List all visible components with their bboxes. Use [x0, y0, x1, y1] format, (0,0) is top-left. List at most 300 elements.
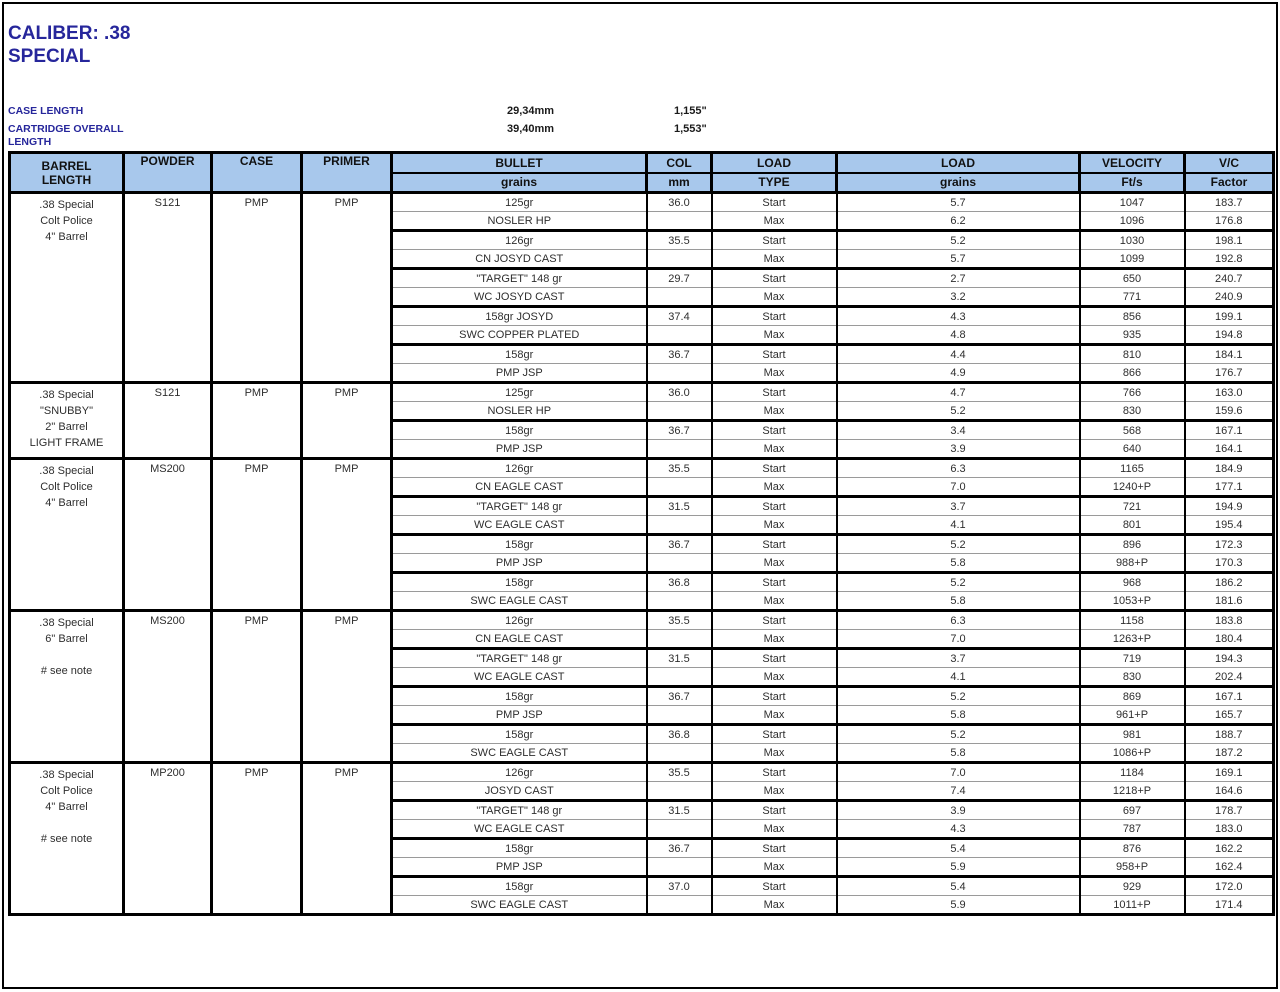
load-grains-cell: 4.1 [837, 516, 1080, 535]
vc-cell: 187.2 [1185, 744, 1274, 763]
vc-cell: 183.7 [1185, 193, 1274, 212]
vc-cell: 183.8 [1185, 611, 1274, 630]
velocity-cell: 869 [1080, 687, 1185, 706]
bullet-weight-cell: 158gr [392, 345, 647, 364]
col-empty-cell [647, 250, 712, 269]
cartridge-overall-length-inch-value: 1,553" [674, 123, 707, 135]
load-grains-cell: 6.3 [837, 459, 1080, 478]
load-grains-cell: 7.4 [837, 782, 1080, 801]
header-powder: POWDER [124, 153, 212, 193]
powder-cell: MS200 [124, 611, 212, 763]
table-header [10, 153, 1274, 193]
bullet-name-cell: PMP JSP [392, 858, 647, 877]
load-grains-cell: 3.4 [837, 421, 1080, 440]
load-grains-cell: 5.9 [837, 896, 1080, 915]
header-vc: V/C [1185, 153, 1274, 173]
col-empty-cell [647, 554, 712, 573]
barrel-line: 4" Barrel [45, 231, 88, 243]
bullet-weight-cell: 126gr [392, 231, 647, 250]
load-grains-cell: 3.2 [837, 288, 1080, 307]
bullet-weight-cell: 158gr [392, 725, 647, 744]
col-cell: 31.5 [647, 649, 712, 668]
load-grains-cell: 6.2 [837, 212, 1080, 231]
bullet-weight-cell: 158gr [392, 421, 647, 440]
col-empty-cell [647, 478, 712, 497]
col-cell: 36.7 [647, 535, 712, 554]
header-case: CASE [212, 153, 302, 193]
bullet-name-cell: CN EAGLE CAST [392, 478, 647, 497]
col-cell: 36.7 [647, 687, 712, 706]
velocity-cell: 1086+P [1080, 744, 1185, 763]
header-velocity: VELOCITY [1080, 153, 1185, 173]
col-cell: 31.5 [647, 801, 712, 820]
vc-cell: 186.2 [1185, 573, 1274, 592]
load-grains-cell: 7.0 [837, 478, 1080, 497]
table-body [10, 193, 1274, 915]
load-grains-cell: 4.1 [837, 668, 1080, 687]
powder-cell: MP200 [124, 763, 212, 915]
barrel-line: 6" Barrel [45, 633, 88, 645]
load-grains-cell: 5.2 [837, 535, 1080, 554]
load-grains-cell: 4.3 [837, 307, 1080, 326]
col-cell: 35.5 [647, 763, 712, 782]
velocity-cell: 1158 [1080, 611, 1185, 630]
header-bullet: BULLET [392, 153, 647, 173]
velocity-cell: 1053+P [1080, 592, 1185, 611]
load-type-cell: Start [712, 231, 837, 250]
bullet-name-cell: PMP JSP [392, 706, 647, 725]
load-type-cell: Start [712, 763, 837, 782]
bullet-weight-cell: 126gr [392, 763, 647, 782]
load-grains-cell: 6.3 [837, 611, 1080, 630]
vc-cell: 176.8 [1185, 212, 1274, 231]
table-row [10, 193, 1274, 212]
barrel-line: Colt Police [40, 785, 93, 797]
barrel-line: .38 Special [39, 769, 94, 781]
vc-cell: 159.6 [1185, 402, 1274, 421]
case-cell: PMP [212, 611, 302, 763]
vc-cell: 165.7 [1185, 706, 1274, 725]
load-type-cell: Start [712, 345, 837, 364]
velocity-cell: 721 [1080, 497, 1185, 516]
load-type-cell: Start [712, 307, 837, 326]
load-type-cell: Max [712, 554, 837, 573]
load-type-cell: Max [712, 896, 837, 915]
col-cell: 36.7 [647, 345, 712, 364]
bullet-weight-cell: 126gr [392, 611, 647, 630]
velocity-cell: 1263+P [1080, 630, 1185, 649]
load-grains-cell: 5.8 [837, 744, 1080, 763]
load-type-cell: Max [712, 288, 837, 307]
load-type-cell: Start [712, 839, 837, 858]
load-type-cell: Max [712, 516, 837, 535]
load-grains-cell: 5.2 [837, 725, 1080, 744]
table-row [10, 383, 1274, 402]
load-grains-cell: 3.9 [837, 440, 1080, 459]
col-cell: 35.5 [647, 611, 712, 630]
load-grains-cell: 5.2 [837, 687, 1080, 706]
velocity-cell: 1165 [1080, 459, 1185, 478]
velocity-cell: 810 [1080, 345, 1185, 364]
load-type-cell: Max [712, 858, 837, 877]
bullet-name-cell: SWC EAGLE CAST [392, 744, 647, 763]
col-cell: 35.5 [647, 231, 712, 250]
barrel-line: .38 Special [39, 617, 94, 629]
col-empty-cell [647, 440, 712, 459]
velocity-cell: 876 [1080, 839, 1185, 858]
load-type-cell: Max [712, 668, 837, 687]
load-type-cell: Max [712, 478, 837, 497]
vc-cell: 183.0 [1185, 820, 1274, 839]
vc-cell: 192.8 [1185, 250, 1274, 269]
page-title-line1: CALIBER: .38 [8, 23, 131, 44]
load-grains-cell: 5.7 [837, 193, 1080, 212]
vc-cell: 199.1 [1185, 307, 1274, 326]
load-grains-cell: 2.7 [837, 269, 1080, 288]
barrel-line: .38 Special [39, 465, 94, 477]
velocity-cell: 697 [1080, 801, 1185, 820]
barrel-line [13, 815, 120, 831]
velocity-cell: 1030 [1080, 231, 1185, 250]
barrel-cell [10, 193, 124, 383]
load-grains-cell: 5.9 [837, 858, 1080, 877]
velocity-cell: 771 [1080, 288, 1185, 307]
vc-cell: 169.1 [1185, 763, 1274, 782]
primer-cell: PMP [302, 611, 392, 763]
load-type-cell: Start [712, 421, 837, 440]
bullet-name-cell: CN EAGLE CAST [392, 630, 647, 649]
col-empty-cell [647, 402, 712, 421]
col-cell: 31.5 [647, 497, 712, 516]
vc-cell: 170.3 [1185, 554, 1274, 573]
barrel-line: LIGHT FRAME [29, 437, 104, 449]
case-cell: PMP [212, 459, 302, 611]
primer-cell: PMP [302, 193, 392, 383]
header-primer: PRIMER [302, 153, 392, 193]
barrel-line [13, 647, 120, 663]
bullet-weight-cell: 158gr [392, 687, 647, 706]
vc-cell: 172.0 [1185, 877, 1274, 896]
vc-cell: 177.1 [1185, 478, 1274, 497]
load-grains-cell: 3.9 [837, 801, 1080, 820]
col-empty-cell [647, 820, 712, 839]
col-empty-cell [647, 858, 712, 877]
barrel-line: Colt Police [40, 481, 93, 493]
col-empty-cell [647, 896, 712, 915]
load-grains-cell: 4.3 [837, 820, 1080, 839]
load-type-cell: Start [712, 801, 837, 820]
header-col: COL [647, 153, 712, 173]
primer-cell: PMP [302, 383, 392, 459]
bullet-weight-cell: 158gr [392, 573, 647, 592]
velocity-cell: 929 [1080, 877, 1185, 896]
header-load-grains: LOAD [837, 153, 1080, 173]
col-cell: 36.0 [647, 383, 712, 402]
load-type-cell: Start [712, 573, 837, 592]
bullet-name-cell: PMP JSP [392, 554, 647, 573]
vc-cell: 164.1 [1185, 440, 1274, 459]
col-empty-cell [647, 668, 712, 687]
bullet-name-cell: SWC EAGLE CAST [392, 592, 647, 611]
load-type-cell: Start [712, 611, 837, 630]
bullet-weight-cell: 158gr [392, 877, 647, 896]
velocity-cell: 1011+P [1080, 896, 1185, 915]
barrel-line: # see note [40, 833, 93, 845]
col-empty-cell [647, 706, 712, 725]
bullet-weight-cell: "TARGET" 148 gr [392, 269, 647, 288]
col-cell: 36.7 [647, 421, 712, 440]
vc-cell: 198.1 [1185, 231, 1274, 250]
col-empty-cell [647, 326, 712, 345]
header-load-type: LOAD [712, 153, 837, 173]
load-type-cell: Max [712, 326, 837, 345]
barrel-line: .38 Special [39, 199, 94, 211]
barrel-cell [10, 611, 124, 763]
vc-cell: 162.2 [1185, 839, 1274, 858]
col-cell: 36.8 [647, 573, 712, 592]
vc-cell: 240.9 [1185, 288, 1274, 307]
velocity-cell: 719 [1080, 649, 1185, 668]
velocity-cell: 961+P [1080, 706, 1185, 725]
velocity-cell: 640 [1080, 440, 1185, 459]
velocity-cell: 1240+P [1080, 478, 1185, 497]
velocity-cell: 787 [1080, 820, 1185, 839]
primer-cell: PMP [302, 459, 392, 611]
bullet-name-cell: JOSYD CAST [392, 782, 647, 801]
velocity-cell: 830 [1080, 668, 1185, 687]
velocity-cell: 1096 [1080, 212, 1185, 231]
load-type-cell: Start [712, 687, 837, 706]
vc-cell: 194.8 [1185, 326, 1274, 345]
bullet-name-cell: WC EAGLE CAST [392, 820, 647, 839]
velocity-cell: 988+P [1080, 554, 1185, 573]
barrel-line: 2" Barrel [45, 421, 88, 433]
bullet-weight-cell: "TARGET" 148 gr [392, 801, 647, 820]
barrel-cell [10, 763, 124, 915]
page-frame [2, 2, 1278, 989]
load-grains-cell: 7.0 [837, 763, 1080, 782]
load-grains-cell: 4.4 [837, 345, 1080, 364]
load-grains-cell: 5.8 [837, 554, 1080, 573]
case-length-label: CASE LENGTH [8, 105, 84, 117]
barrel-line: "SNUBBY" [39, 405, 94, 417]
velocity-cell: 866 [1080, 364, 1185, 383]
bullet-name-cell: WC JOSYD CAST [392, 288, 647, 307]
load-type-cell: Start [712, 269, 837, 288]
load-type-cell: Max [712, 592, 837, 611]
bullet-weight-cell: 158gr [392, 535, 647, 554]
case-cell: PMP [212, 383, 302, 459]
load-grains-cell: 3.7 [837, 497, 1080, 516]
barrel-cell [10, 383, 124, 459]
load-type-cell: Max [712, 364, 837, 383]
cartridge-overall-length-label: CARTRIDGE OVERALL LENGTH [8, 123, 124, 148]
vc-cell: 181.6 [1185, 592, 1274, 611]
case-length-inch-value: 1,155" [674, 105, 707, 117]
header-velocity-unit: Ft/s [1080, 173, 1185, 193]
load-type-cell: Max [712, 212, 837, 231]
vc-cell: 188.7 [1185, 725, 1274, 744]
col-empty-cell [647, 630, 712, 649]
powder-cell: MS200 [124, 459, 212, 611]
load-type-cell: Max [712, 820, 837, 839]
cartridge-overall-length-mm-value: 39,40mm [507, 123, 555, 135]
vc-cell: 194.3 [1185, 649, 1274, 668]
bullet-weight-cell: 125gr [392, 383, 647, 402]
col-cell: 36.0 [647, 193, 712, 212]
vc-cell: 172.3 [1185, 535, 1274, 554]
load-data-table [8, 151, 1275, 916]
load-type-cell: Start [712, 877, 837, 896]
col-cell: 36.7 [647, 839, 712, 858]
powder-cell: S121 [124, 383, 212, 459]
powder-cell: S121 [124, 193, 212, 383]
load-type-cell: Max [712, 630, 837, 649]
load-type-cell: Start [712, 497, 837, 516]
load-grains-cell: 5.8 [837, 592, 1080, 611]
bullet-weight-cell: 158gr JOSYD [392, 307, 647, 326]
vc-cell: 194.9 [1185, 497, 1274, 516]
bullet-name-cell: PMP JSP [392, 440, 647, 459]
load-grains-cell: 5.2 [837, 231, 1080, 250]
table-row [10, 763, 1274, 782]
vc-cell: 167.1 [1185, 687, 1274, 706]
load-type-cell: Max [712, 706, 837, 725]
vc-cell: 164.6 [1185, 782, 1274, 801]
bullet-name-cell: CN JOSYD CAST [392, 250, 647, 269]
col-empty-cell [647, 516, 712, 535]
bullet-weight-cell: 125gr [392, 193, 647, 212]
velocity-cell: 1218+P [1080, 782, 1185, 801]
load-type-cell: Max [712, 250, 837, 269]
velocity-cell: 650 [1080, 269, 1185, 288]
header-bullet-unit: grains [392, 173, 647, 193]
bullet-name-cell: SWC EAGLE CAST [392, 896, 647, 915]
bullet-name-cell: PMP JSP [392, 364, 647, 383]
load-type-cell: Start [712, 459, 837, 478]
case-cell: PMP [212, 763, 302, 915]
vc-cell: 184.9 [1185, 459, 1274, 478]
load-grains-cell: 7.0 [837, 630, 1080, 649]
col-empty-cell [647, 212, 712, 231]
velocity-cell: 801 [1080, 516, 1185, 535]
col-empty-cell [647, 782, 712, 801]
barrel-line: 4" Barrel [45, 497, 88, 509]
load-grains-cell: 5.4 [837, 877, 1080, 896]
barrel-line: 4" Barrel [45, 801, 88, 813]
load-grains-cell: 4.9 [837, 364, 1080, 383]
vc-cell: 176.7 [1185, 364, 1274, 383]
load-type-cell: Start [712, 535, 837, 554]
header-barrel-length [10, 153, 124, 193]
velocity-cell: 568 [1080, 421, 1185, 440]
col-empty-cell [647, 288, 712, 307]
col-cell: 37.4 [647, 307, 712, 326]
load-grains-cell: 4.7 [837, 383, 1080, 402]
col-empty-cell [647, 364, 712, 383]
col-cell: 36.8 [647, 725, 712, 744]
load-grains-cell: 4.8 [837, 326, 1080, 345]
velocity-cell: 968 [1080, 573, 1185, 592]
col-cell: 29.7 [647, 269, 712, 288]
vc-cell: 167.1 [1185, 421, 1274, 440]
bullet-name-cell: NOSLER HP [392, 402, 647, 421]
barrel-line: .38 Special [39, 389, 94, 401]
case-cell: PMP [212, 193, 302, 383]
bullet-weight-cell: 158gr [392, 839, 647, 858]
velocity-cell: 896 [1080, 535, 1185, 554]
bullet-name-cell: NOSLER HP [392, 212, 647, 231]
bullet-weight-cell: 126gr [392, 459, 647, 478]
load-grains-cell: 5.4 [837, 839, 1080, 858]
bullet-weight-cell: "TARGET" 148 gr [392, 497, 647, 516]
col-cell: 37.0 [647, 877, 712, 896]
load-type-cell: Max [712, 782, 837, 801]
load-type-cell: Start [712, 383, 837, 402]
vc-cell: 178.7 [1185, 801, 1274, 820]
vc-cell: 240.7 [1185, 269, 1274, 288]
load-grains-cell: 5.2 [837, 402, 1080, 421]
case-length-mm-value: 29,34mm [507, 105, 555, 117]
load-grains-cell: 5.7 [837, 250, 1080, 269]
velocity-cell: 766 [1080, 383, 1185, 402]
load-type-cell: Start [712, 649, 837, 668]
velocity-cell: 830 [1080, 402, 1185, 421]
vc-cell: 162.4 [1185, 858, 1274, 877]
header-col-unit: mm [647, 173, 712, 193]
page-title-line2: SPECIAL [8, 46, 91, 67]
header-vc-unit: Factor [1185, 173, 1274, 193]
col-cell: 35.5 [647, 459, 712, 478]
load-grains-cell: 5.8 [837, 706, 1080, 725]
velocity-cell: 1184 [1080, 763, 1185, 782]
table-row [10, 611, 1274, 630]
col-empty-cell [647, 592, 712, 611]
table-row [10, 459, 1274, 478]
velocity-cell: 958+P [1080, 858, 1185, 877]
velocity-cell: 981 [1080, 725, 1185, 744]
load-type-cell: Max [712, 440, 837, 459]
bullet-name-cell: WC EAGLE CAST [392, 668, 647, 687]
load-type-cell: Max [712, 744, 837, 763]
load-type-cell: Start [712, 725, 837, 744]
velocity-cell: 935 [1080, 326, 1185, 345]
velocity-cell: 1099 [1080, 250, 1185, 269]
vc-cell: 180.4 [1185, 630, 1274, 649]
vc-cell: 195.4 [1185, 516, 1274, 535]
header-load-grains-unit: grains [837, 173, 1080, 193]
vc-cell: 171.4 [1185, 896, 1274, 915]
header-load-type-unit: TYPE [712, 173, 837, 193]
bullet-weight-cell: "TARGET" 148 gr [392, 649, 647, 668]
load-grains-cell: 5.2 [837, 573, 1080, 592]
velocity-cell: 1047 [1080, 193, 1185, 212]
load-type-cell: Start [712, 193, 837, 212]
load-type-cell: Max [712, 402, 837, 421]
bullet-name-cell: SWC COPPER PLATED [392, 326, 647, 345]
header-barrel-line2: LENGTH [41, 172, 92, 187]
page-title [8, 22, 130, 68]
vc-cell: 184.1 [1185, 345, 1274, 364]
velocity-cell: 856 [1080, 307, 1185, 326]
vc-cell: 202.4 [1185, 668, 1274, 687]
vc-cell: 163.0 [1185, 383, 1274, 402]
col-empty-cell [647, 744, 712, 763]
barrel-line: # see note [40, 665, 93, 677]
header-barrel-line1: BARREL [41, 158, 92, 173]
barrel-line: Colt Police [40, 215, 93, 227]
load-grains-cell: 3.7 [837, 649, 1080, 668]
